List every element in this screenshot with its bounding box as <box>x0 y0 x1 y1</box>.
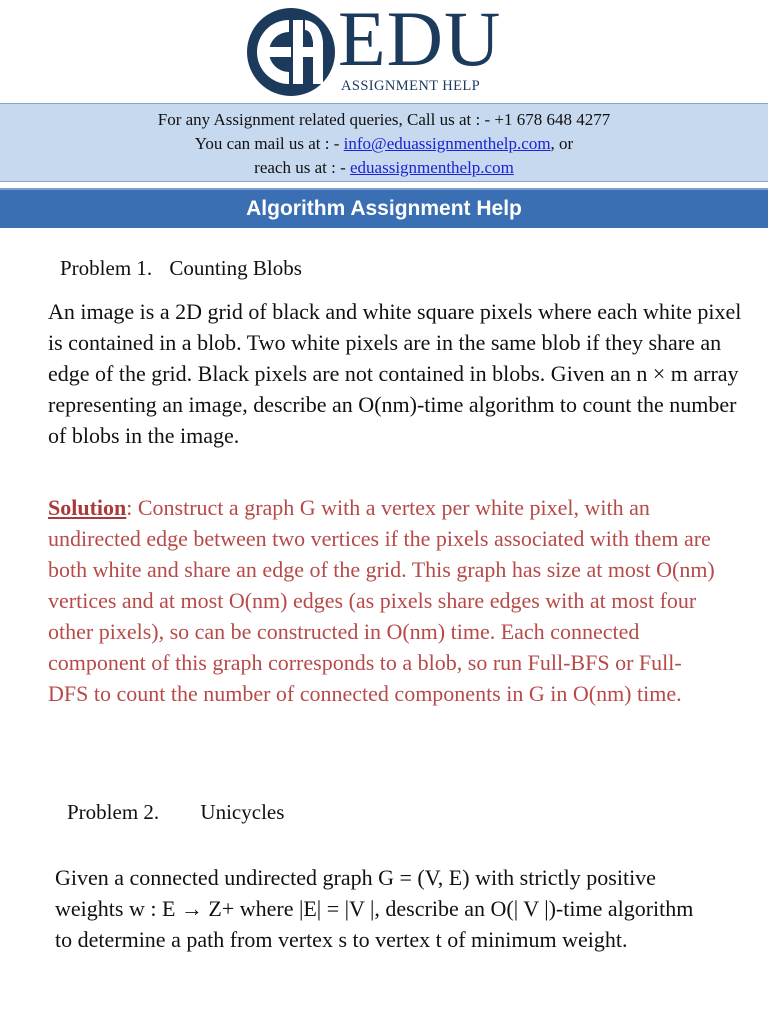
solution-text: : Construct a graph G with a vertex per white pixel, with an undirected edge between two vertices if the pixels associated with them are both white and share an edge of the grid. This graph has size at most O(nm) vertices and at most O(nm) edges (as pixels share edges with at most four other pixels), so can be constructed in O(nm) time. Each connected component of this graph corresponds to a blob, so run Full-BFS or Full-DFS to count the number of connected components in G in O(nm) time. <box>48 495 715 706</box>
solution-label: Solution <box>48 495 127 520</box>
problem1-title: Counting Blobs <box>169 256 302 280</box>
email-prefix: You can mail us at : - <box>194 134 344 153</box>
contact-website-line <box>0 156 768 180</box>
contact-phone-line: For any Assignment related queries, Call us at : - +1 678 648 4277 <box>157 110 611 129</box>
problem1-number: Problem 1. <box>60 256 153 280</box>
problem2-heading <box>67 800 284 825</box>
edu-logo-mark-icon <box>245 6 337 98</box>
problem2-number: Problem 2. <box>67 800 160 824</box>
problem1-statement: An image is a 2D grid of black and white square pixels where each white pixel is contained in a blob. Two white pixels are in the same blob if they share an edge of the grid. Black pixels are not contained in blobs. Given an n × m array representing an image, describe an O(nm)-time algorithm to count the number of blobs in the image. <box>48 299 742 448</box>
logo-wordmark: EDU <box>338 0 502 82</box>
contact-email-line <box>0 132 768 156</box>
logo-tagline: ASSIGNMENT HELP <box>341 78 481 94</box>
problem1-solution <box>48 492 720 709</box>
email-link[interactable]: info@eduassignmenthelp.com <box>343 134 551 153</box>
website-link[interactable]: eduassignmenthelp.com <box>350 158 514 177</box>
email-suffix: , or <box>550 134 574 153</box>
edu-logo <box>245 0 535 98</box>
contact-box <box>0 103 768 182</box>
website-prefix: reach us at : - <box>254 158 350 177</box>
problem2-statement: Given a connected undirected graph G = (V, E) with strictly positive weights w : E → Z+ where |E| = |V |, describe an O(| V |)-time algorithm to determine a path from vertex s to vertex t of minimum weight. <box>55 865 694 952</box>
problem1-heading <box>60 256 302 281</box>
problem2-title: Unicycles <box>200 800 285 824</box>
page-title-banner: Algorithm Assignment Help <box>0 188 768 228</box>
